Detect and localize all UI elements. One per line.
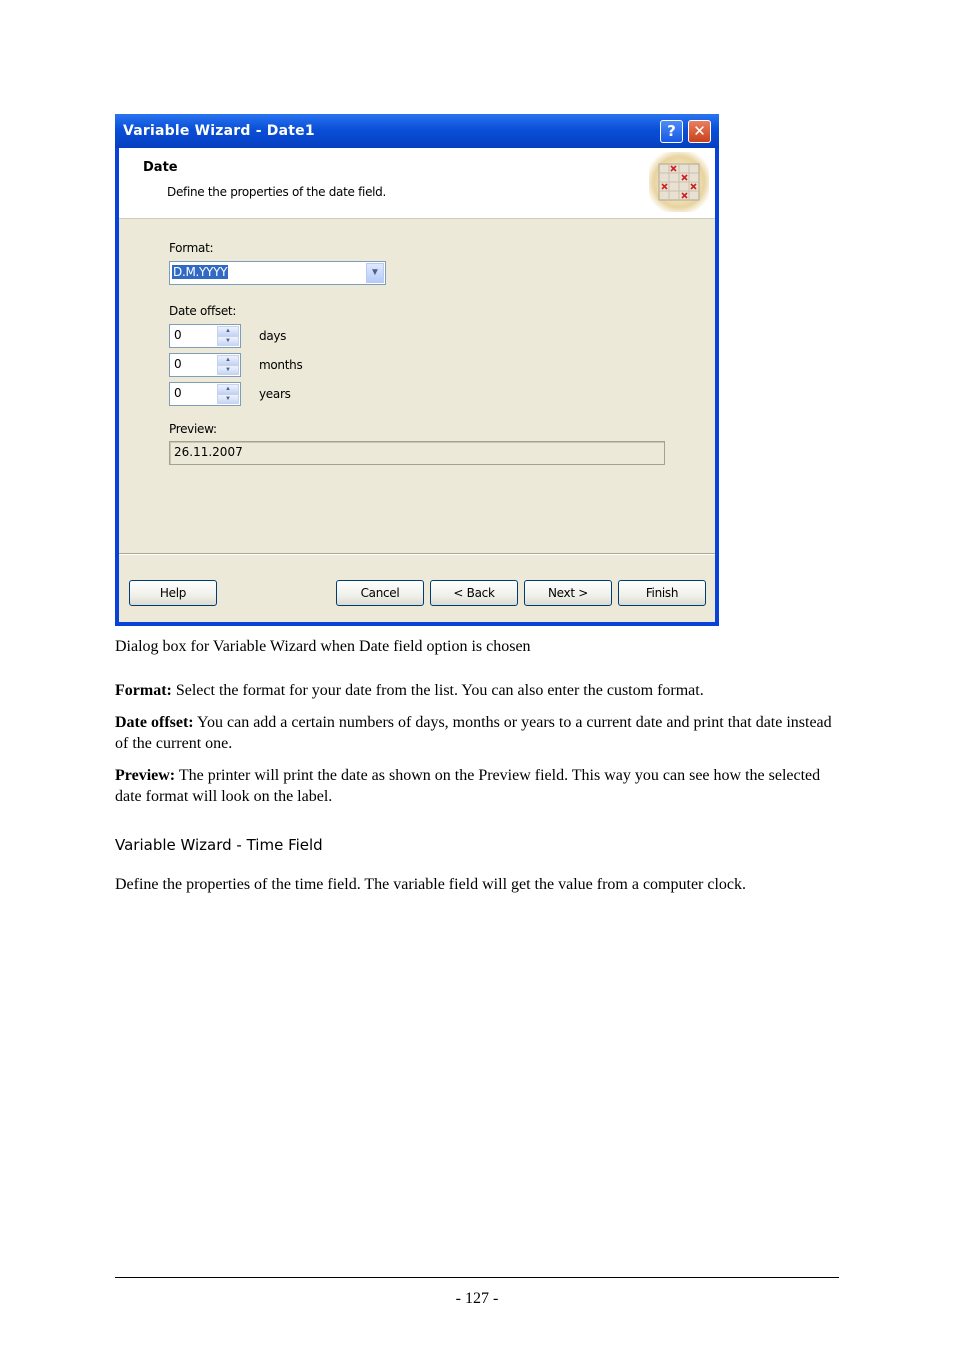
footer-separator — [119, 553, 715, 555]
header-title: Date — [143, 160, 178, 175]
title-bar[interactable] — [115, 114, 719, 148]
days-unit-label: days — [259, 329, 287, 343]
format-combobox[interactable] — [169, 261, 386, 285]
spin-up-arrow-icon[interactable]: ▲ — [217, 326, 239, 336]
format-value[interactable]: D.M.YYYY — [173, 265, 228, 279]
finish-button[interactable]: Finish — [618, 580, 706, 606]
offset-description: You can add a certain numbers of days, months or years to a current date and print that date instead of the current one. — [115, 714, 832, 752]
question-mark-icon: ? — [667, 122, 676, 140]
months-offset-value[interactable]: 0 — [174, 357, 182, 371]
page-number: - 127 - — [455, 1290, 499, 1307]
offset-term: Date offset: — [115, 714, 194, 731]
spin-down-arrow-icon[interactable]: ▼ — [217, 365, 239, 375]
preview-field — [169, 441, 665, 465]
cancel-button[interactable]: Cancel — [336, 580, 424, 606]
spin-down-arrow-icon[interactable]: ▼ — [217, 394, 239, 404]
close-button[interactable] — [688, 120, 711, 143]
back-button[interactable]: < Back — [430, 580, 518, 606]
date-offset-label: Date offset: — [169, 304, 237, 318]
calendar-grid-icon — [649, 152, 709, 212]
format-term: Format: — [115, 682, 172, 699]
wizard-body — [119, 219, 715, 553]
months-unit-label: months — [259, 358, 303, 372]
dialog-title: Variable Wizard - Date1 — [123, 123, 315, 139]
years-offset-spinner[interactable] — [169, 382, 241, 406]
offset-paragraph — [115, 712, 839, 754]
format-paragraph — [115, 680, 839, 701]
months-offset-spinner[interactable] — [169, 353, 241, 377]
variable-wizard-dialog — [115, 114, 719, 626]
close-x-icon: ✕ — [693, 122, 706, 140]
spin-down-arrow-icon[interactable]: ▼ — [217, 336, 239, 346]
spin-up-arrow-icon[interactable]: ▲ — [217, 384, 239, 394]
section-heading: Variable Wizard - Time Field — [115, 836, 323, 854]
header-subtitle: Define the properties of the date field. — [167, 185, 387, 199]
preview-description: The printer will print the date as shown on the Preview field. This way you can see how the selected date format will look on the label. — [115, 767, 821, 805]
format-label: Format: — [169, 241, 214, 255]
dialog-client-area — [119, 148, 715, 622]
days-offset-value[interactable]: 0 — [174, 328, 182, 342]
footer-rule — [115, 1277, 839, 1278]
time-paragraph: Define the properties of the time field. The variable field will get the value from a computer clock. — [115, 876, 747, 893]
help-button[interactable]: Help — [129, 580, 217, 606]
days-offset-spinner[interactable] — [169, 324, 241, 348]
spin-up-arrow-icon[interactable]: ▲ — [217, 355, 239, 365]
preview-paragraph — [115, 765, 839, 807]
figure-caption: Dialog box for Variable Wizard when Date field option is chosen — [115, 638, 531, 655]
format-description: Select the format for your date from the list. You can also enter the custom format. — [171, 682, 704, 699]
chevron-down-icon[interactable]: ▼ — [366, 263, 384, 283]
help-title-button[interactable] — [660, 120, 683, 143]
next-button[interactable]: Next > — [524, 580, 612, 606]
preview-term: Preview: — [115, 767, 176, 784]
years-unit-label: years — [259, 387, 291, 401]
wizard-header — [119, 148, 715, 219]
years-offset-value[interactable]: 0 — [174, 386, 182, 400]
preview-value: 26.11.2007 — [174, 445, 243, 459]
preview-label: Preview: — [169, 422, 217, 436]
